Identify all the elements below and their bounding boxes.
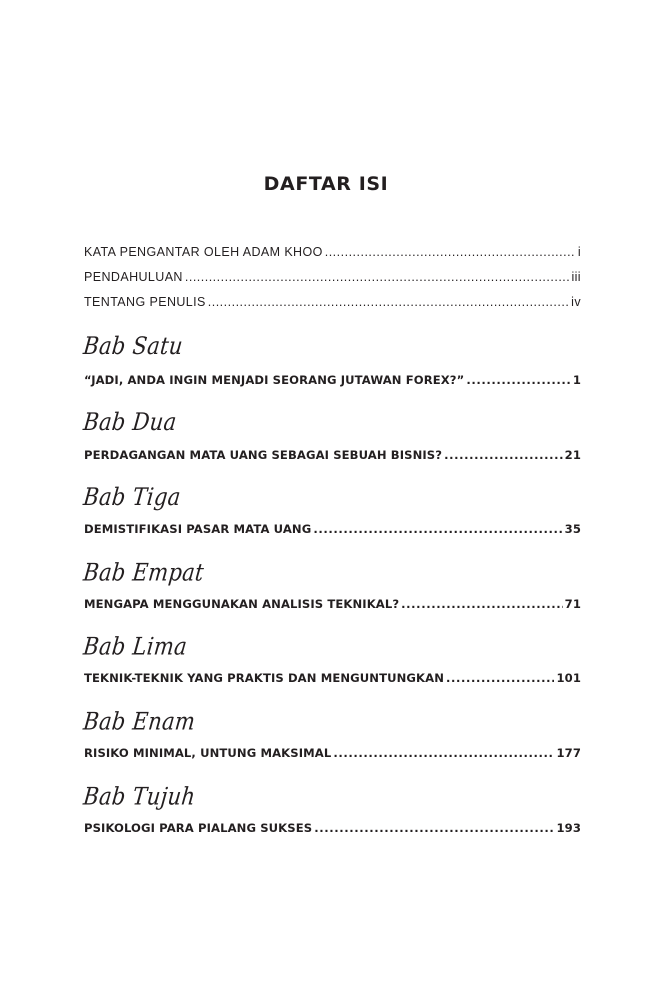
chapter-label: Bab Empat	[82, 558, 206, 586]
toc-entry-label: PENDAHULUAN	[84, 270, 183, 284]
toc-entry-tentang-penulis	[84, 295, 581, 309]
dot-leader	[401, 597, 562, 611]
chapter-label: Bab Lima	[82, 632, 189, 660]
toc-entry-page: i	[577, 245, 581, 259]
dot-leader	[444, 448, 563, 462]
toc-entry-page: iii	[571, 270, 581, 284]
toc-entry-chapter-6	[84, 746, 581, 760]
chapter-label: Bab Dua	[82, 408, 178, 436]
toc-entry-page: iv	[571, 295, 581, 309]
chapter-label: Bab Enam	[82, 707, 197, 735]
toc-entry-label: MENGAPA MENGGUNAKAN ANALISIS TEKNIKAL?	[84, 597, 400, 611]
toc-entry-chapter-4	[84, 597, 581, 611]
toc-entry-page: 21	[564, 448, 581, 462]
toc-entry-label: TENTANG PENULIS	[84, 295, 206, 309]
toc-entry-chapter-5	[84, 671, 581, 685]
toc-entry-pendahuluan	[84, 270, 581, 284]
dot-leader	[333, 746, 554, 760]
toc-entry-page: 1	[572, 373, 581, 387]
dot-leader	[314, 821, 554, 835]
toc-entry-chapter-1	[84, 373, 581, 387]
toc-entry-chapter-3	[84, 522, 581, 536]
toc-entry-label: DEMISTIFIKASI PASAR MATA UANG	[84, 522, 312, 536]
toc-entry-label: “JADI, ANDA INGIN MENJADI SEORANG JUTAWAN FOREX?”	[84, 373, 465, 387]
toc-entry-page: 101	[556, 671, 581, 685]
chapter-label: Bab Satu	[82, 332, 185, 360]
toc-entry-label: TEKNIK-TEKNIK YANG PRAKTIS DAN MENGUNTUNGKAN	[84, 671, 444, 685]
page-title: DAFTAR ISI	[263, 173, 389, 195]
dot-leader	[208, 295, 569, 309]
toc-entry-page: 193	[556, 821, 581, 835]
toc-entry-label: RISIKO MINIMAL, UNTUNG MAKSIMAL	[84, 746, 332, 760]
toc-entry-kata-pengantar	[84, 245, 581, 259]
toc-entry-label: PERDAGANGAN MATA UANG SEBAGAI SEBUAH BISNIS?	[84, 448, 443, 462]
toc-entry-chapter-2	[84, 448, 581, 462]
toc-entry-chapter-7	[84, 821, 581, 835]
toc-entry-label: PSIKOLOGI PARA PIALANG SUKSES	[84, 821, 313, 835]
chapter-label: Bab Tiga	[82, 483, 183, 511]
toc-entry-page: 71	[564, 597, 581, 611]
toc-entry-label: KATA PENGANTAR OLEH ADAM KHOO	[84, 245, 323, 259]
dot-leader	[313, 522, 562, 536]
chapter-label: Bab Tujuh	[82, 782, 197, 810]
toc-entry-page: 177	[556, 746, 581, 760]
dot-leader	[185, 270, 570, 284]
dot-leader	[325, 245, 576, 259]
dot-leader	[466, 373, 570, 387]
toc-entry-page: 35	[564, 522, 581, 536]
dot-leader	[446, 671, 554, 685]
